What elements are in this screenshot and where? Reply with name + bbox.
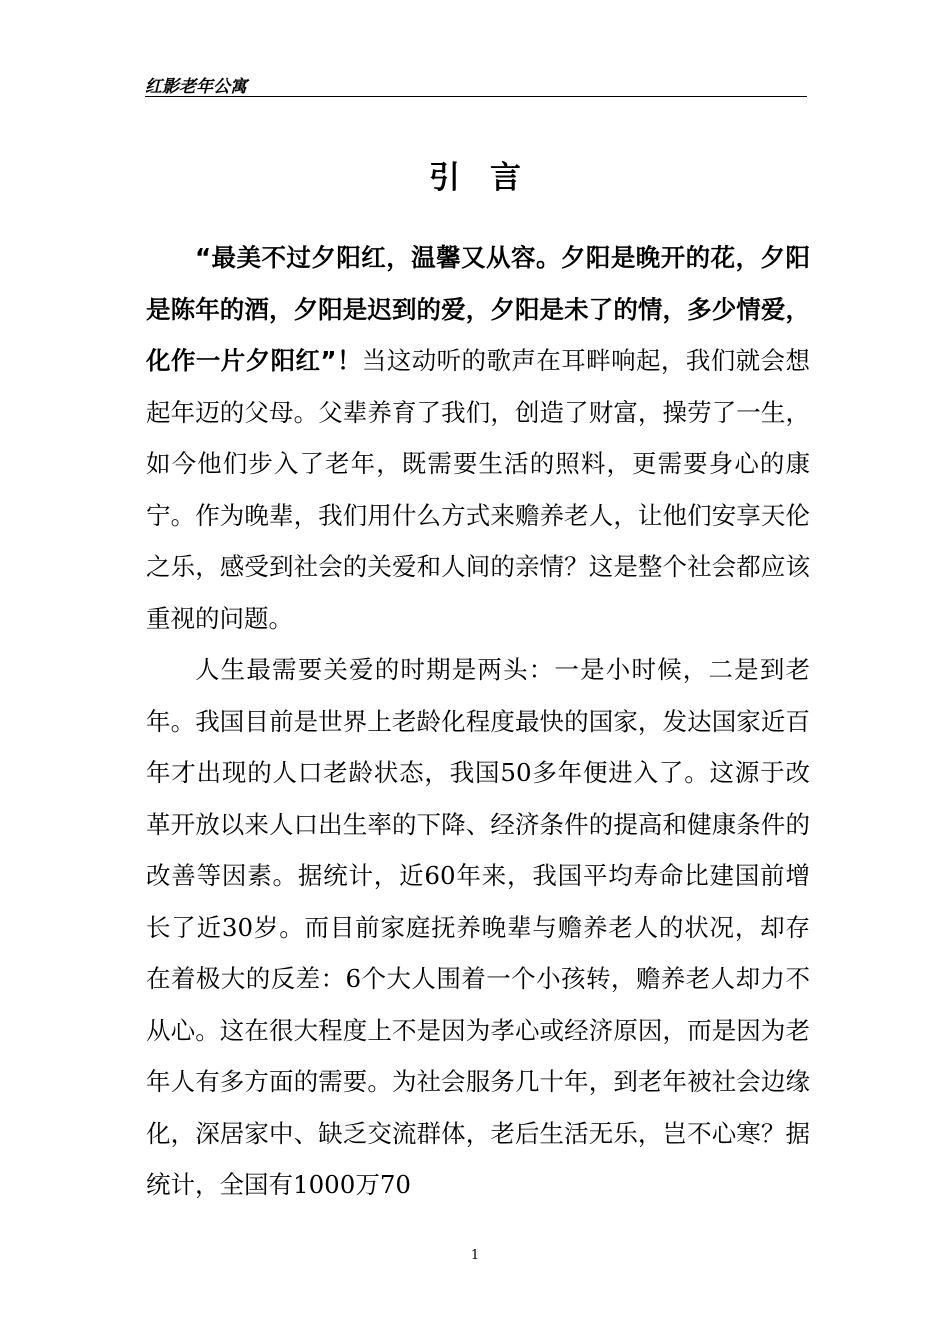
paragraph-aging <box>146 644 810 1211</box>
header-title: 红影老年公寓 <box>145 77 247 97</box>
paragraph-intro <box>146 232 810 644</box>
paragraph-aging-text: 人生最需要关爱的时期是两头：一是小时候，二是到老年。我国目前是世界上老龄化程度最快的国家，发达国家近百年才出现的人口老龄状态，我国50多年便进入了。这源于改革开放以来人口出生率的下降、经济条件的提高和健康条件的改善等因素。据统计，近60年来，我国平均寿命比建国前增长了近30岁。而目前家庭抚养晚辈与赡养老人的状况，却存在着极大的反差：6个大人围着一个小孩转，赡养老人却力不从心。这在很大程度上不是因为孝心或经济原因，而是因为老年人有多方面的需要。为社会服务几十年，到老年被社会边缘化，深居家中、缺乏交流群体，老后生活无乐，岂不心寒？据统计，全国有1000万70 <box>146 655 810 1199</box>
paragraph-intro-text: 当这动听的歌声在耳畔响起，我们就会想起年迈的父母。父辈养育了我们，创造了财富，操劳了一生，如今他们步入了老年，既需要生活的照料，更需要身心的康宁。作为晚辈，我们用什么方式来赡养老人，让他们安享天伦之乐，感受到社会的关爱和人间的亲情？这是整个社会都应该重视的问题。 <box>146 346 810 633</box>
song-lyrics-quote: “最美不过夕阳红，温馨又从容。夕阳是晚开的花，夕阳是陈年的酒，夕阳是迟到的爱，夕阳是未了的情，多少情爱，化作一片夕阳红”！ <box>146 243 810 375</box>
page-number: 1 <box>470 1248 480 1263</box>
page-title: 引言 <box>429 160 551 196</box>
document-body <box>146 232 810 1211</box>
running-header <box>145 70 807 97</box>
